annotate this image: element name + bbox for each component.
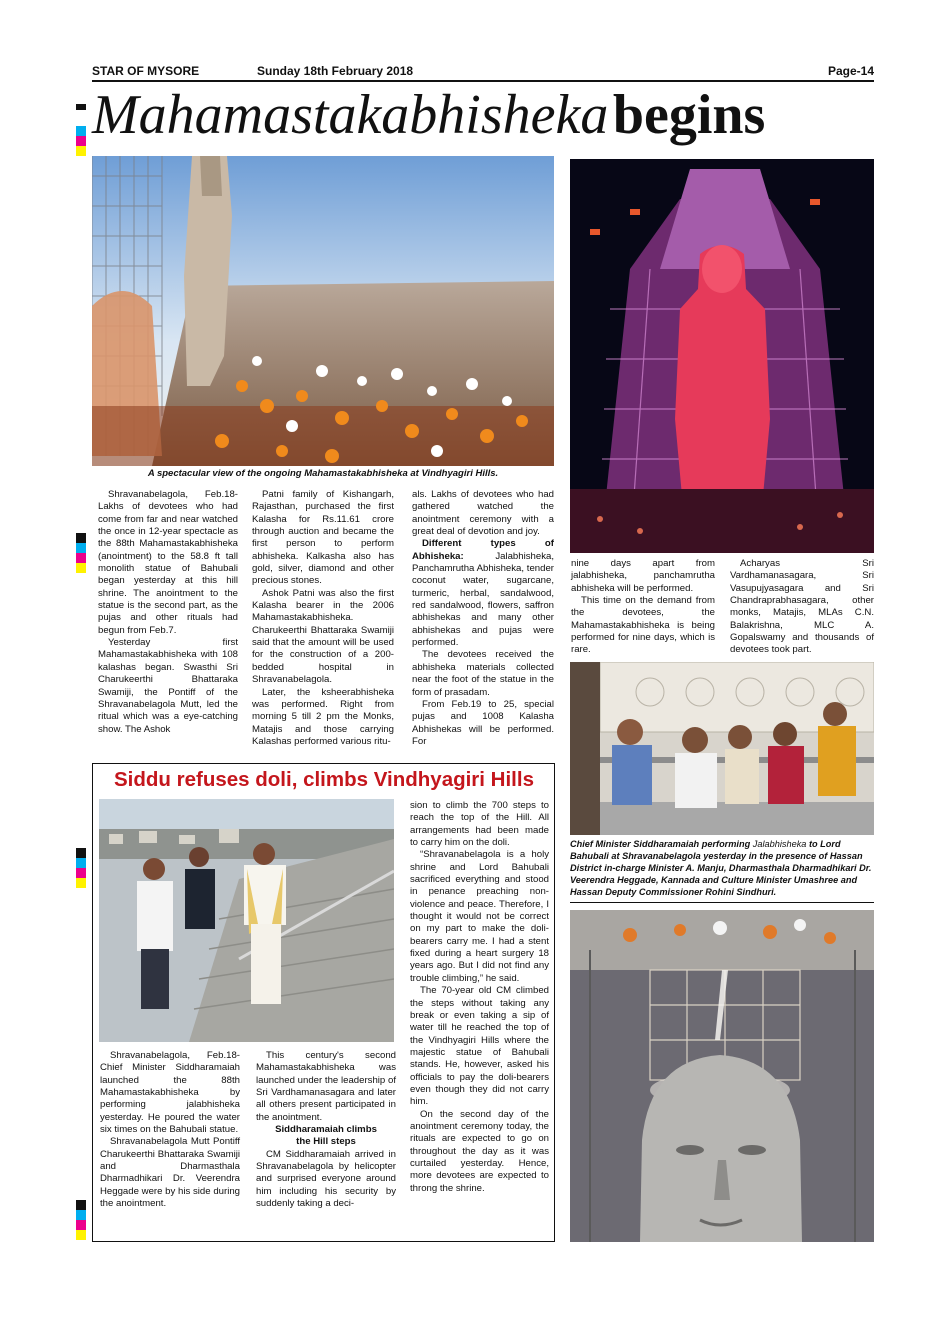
photo-illuminated-statue (570, 159, 874, 553)
registration-mark-lower (76, 848, 86, 888)
main-story-column-3 (412, 489, 554, 748)
main-story-column-5 (730, 558, 874, 657)
box-story-paragraph: sion to climb the 700 steps to reach the top of the Hill. All arrangements had been made to carry him on the doli. (410, 800, 549, 849)
registration-mark-bottom (76, 1200, 86, 1240)
main-story-paragraph: This time on the demand from the devotees, the Mahamastakabhisheka is being performed for nine days, which is rare. (571, 595, 715, 656)
main-story-paragraph: Acharyas Sri Vardhamanasagara, Sri Vasupujyasagara and Sri Chandraprabhasagara, other monks, Matajis, MLAs C.N. Balakrishna, MLC A. Gopalswamy and thousands of devotees took part. (730, 558, 874, 656)
box-story-subhead: the Hill steps (296, 1136, 356, 1148)
box-story-paragraph: Shravanabelagola Mutt Pontiff Charukeerthi Bhattaraka Swamiji and Dharmasthala Dharmadhikari Dr. Veerendra Heggade were by his side during the anointment. (100, 1136, 240, 1210)
main-story-paragraph: nine days apart from jalabhisheka, panchamrutha abhisheka will be performed. (571, 558, 715, 594)
box-story-paragraph: Shravanabelagola, Feb.18- Chief Minister Siddharamaiah launched the 88th Mahamastakabhisheka by performing jalabhisheka yesterday. He poured the water six times on the Bahubali statue. (100, 1050, 240, 1136)
box-story-column-1 (100, 1050, 240, 1210)
box-story-paragraph: “Shravanabelagola is a holy shrine and Lord Bahubali sacrificed everything and stood in penance preaching non-violence and peace. Therefore, I thought it would not be correct on my part to make the doli-bearers carry me. I had a stent fixed during a heart surgery 18 years ago. But I did not find any trouble climbing,” he said. (410, 849, 549, 984)
main-story-paragraph: Later, the ksheerabhisheka was performed. Right from morning 5 till 2 pm the Monks, Matajis and those carrying Kalashas performed various ritu- (252, 686, 394, 747)
main-story-paragraph: Patni family of Kishangarh, Rajasthan, purchased the first Kalasha for Rs.11.61 crore through auction and became the first person to perform abhisheka. Kalkasha also has gold, silver, diamond and other precious stones. (252, 489, 394, 587)
main-story-paragraph: The devotees received the abhisheka materials collected near the foot of the statue in the form of prasadam. (412, 649, 554, 698)
registration-mark-middle (76, 533, 86, 573)
photo-crowd-at-statue (92, 156, 554, 466)
photo-cm-jalabhisheka (570, 662, 874, 835)
box-story-paragraph: The 70-year old CM climbed the steps without taking any break or even taking a sip of water till he reached the top of the Vindhyagiri Hills where the majestic statue of Bahubali stands. He, however, asked his officials to pay the doli-bearers even though they did not carry him. (410, 985, 549, 1108)
publication-name: STAR OF MYSORE (92, 64, 200, 78)
main-story-paragraph: Different types of Abhisheka: Jalabhisheka, Panchamrutha Abhisheka, tender coconut water, sugarcane, turmeric, herbal, sandalwood, red sandalwood, flowers, saffron abhishekas and many other abhishekas and pujas were performed. (412, 538, 554, 649)
masthead (92, 64, 874, 80)
box-story-column-3 (410, 800, 549, 1195)
box-story-column-2 (256, 1050, 396, 1210)
caption-rule (570, 902, 874, 903)
photo-caption-crowd: A spectacular view of the ongoing Mahamastakabhisheka at Vindhyagiri Hills. (147, 468, 499, 479)
page-headline (92, 80, 874, 150)
issue-date: Sunday 18th February 2018 (257, 64, 414, 78)
photo-water-on-head (570, 910, 874, 1242)
main-story-paragraph: Yesterday first Mahamastakabhisheka with 108 kalashas began. Swasthi Sri Charukeerthi Bhattaraka Swamiji, the Pontiff of the Shravanabelagola Mutt, led the ritual which was a eye-catching show. The Ashok (98, 637, 238, 735)
main-story-paragraph: From Feb.19 to 25, special pujas and 1008 Kalasha Abhishekas will be performed. For (412, 698, 554, 747)
main-story-paragraph: Ashok Patni was also the first Kalasha bearer in the 2006 Mahamastakabhisheka. Charukeerthi Bhattaraka Swamiji said that the amount will be used for the construction of a 200-bedded hospital in Shravanabelagola. (252, 587, 394, 686)
box-story-paragraph: CM Siddharamaiah arrived in Shravanabelagola by helicopter and surprised everyone around him including his security by suddenly taking a deci- (256, 1148, 396, 1210)
main-story-paragraph: Shravanabelagola, Feb.18- Lakhs of devotees who had come from far and near watched the once in 12-year spectacle as the 88th Mahamastakabhisheka (anointment) to the 58.8 ft tall monolith statue of Bahubali began yesterday at this hill shrine. The anointment to the statue is the second part, as the pujas and other rituals had begun from Feb.7. (98, 489, 238, 636)
photo-caption-cm-jalabhisheka: Chief Minister Siddharamaiah performing Jalabhisheka to Lord Bahubali at Shravanabelagola yesterday in the presence of Hassan District in-charge Minister A. Manju, Dharmasthala Dharmadhikari Dr. Veerendra Heggade, Kannada and Culture Minister Umashree and Hassan Deputy Commissioner Rohini Sindhuri. (570, 839, 872, 897)
headline-bold: begins (612, 84, 766, 146)
photo-cm-climbing (99, 799, 394, 1042)
boxed-story-headline: Siddu refuses doli, climbs Vindhyagiri Hills (114, 768, 534, 791)
box-story-paragraph: On the second day of the anointment ceremony today, the rituals are expected to go on throughout the day as it was curtailed yesterday. Hence, more devotees are expected to throng the shrine. (410, 1108, 549, 1194)
box-story-subhead: Siddharamaiah climbs (275, 1124, 377, 1136)
registration-mark-top-color (76, 126, 86, 166)
registration-mark-top (76, 64, 86, 124)
subhead-abhisheka-types: Different types of Abhisheka: (412, 538, 554, 562)
main-story-paragraph: als. Lakhs of devotees who had gathered watched the anointment ceremony with a great deal of devotion and joy. (412, 489, 554, 538)
box-story-paragraph: This century's second Mahamastakabhisheka was launched under the leadership of Sri Vardhamanasagara and later all others present participated in the anointment. (256, 1050, 396, 1123)
main-story-column-4 (571, 558, 715, 657)
headline-italic: Mahamastakabhisheka (92, 84, 609, 146)
page-number: Page-14 (827, 64, 874, 78)
main-story-column-1 (98, 489, 238, 736)
main-story-column-2 (252, 489, 394, 748)
